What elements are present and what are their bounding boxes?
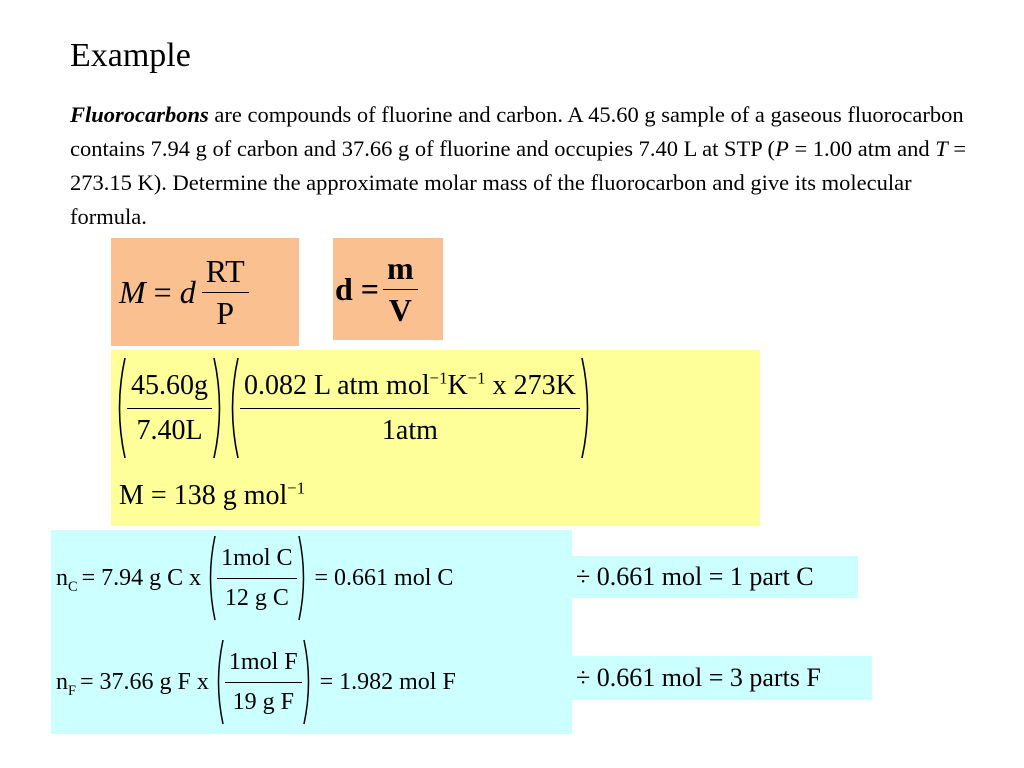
right-paren-icon (297, 534, 309, 622)
paragraph-part-2: = 1.00 atm and (788, 136, 936, 161)
carbon-molar-mass-fraction (217, 545, 296, 612)
n-symbol: n (56, 564, 68, 591)
result-text: M = 138 g mol (119, 480, 288, 511)
fraction-denominator-V: V (388, 291, 412, 328)
carbon-moles-row (56, 532, 453, 624)
molar-mass-formula-box (111, 238, 299, 346)
n-symbol: n (56, 668, 68, 695)
sample-mass: 45.60g (127, 370, 212, 409)
right-paren-icon (212, 356, 226, 460)
right-paren-icon (580, 356, 594, 460)
formula-M: M (119, 273, 146, 310)
pressure-symbol: P (775, 136, 789, 161)
sample-volume: 7.40L (136, 414, 203, 446)
rt-over-p-fraction (202, 253, 249, 332)
fluorine-molar-mass-fraction (225, 649, 302, 716)
problem-paragraph (70, 98, 970, 234)
carbon-n (56, 564, 78, 595)
formula-equals: = (153, 273, 172, 310)
kelvin-exponent: −1 (467, 368, 486, 388)
result-exponent: −1 (287, 478, 306, 498)
fluorine-ratio: ÷ 0.661 mol = 3 parts F (576, 663, 821, 692)
fraction-numerator-RT: RT (202, 253, 249, 293)
rt-over-p-values-fraction (240, 370, 580, 447)
carbon-subscript: C (68, 578, 78, 595)
molar-mass-calculation-box (111, 350, 760, 526)
density-formula-box (333, 238, 443, 340)
right-paren-icon (302, 638, 314, 726)
formula-d: d (179, 273, 196, 310)
m-over-v-fraction (383, 250, 418, 329)
fluorine-ratio-box (572, 656, 872, 700)
slide-title: Example (70, 37, 191, 74)
paragraph-part-3: = 273.15 K). Determine the approximate molar mass of the fluorocarbon and give its molecular formula. (70, 136, 967, 229)
carbon-moles-result: = 0.661 mol C (314, 564, 454, 591)
density-lhs: d = (335, 270, 380, 307)
carbon-frac-denominator: 12 g C (224, 584, 289, 611)
fluorine-mass-expression: = 37.66 g F x (80, 668, 209, 695)
mol-exponent: −1 (429, 368, 448, 388)
left-paren-icon (213, 638, 225, 726)
kelvin-unit: K (447, 369, 468, 401)
paragraph-part-1: are compounds of fluorine and carbon. A 45.60 g sample of a gaseous fluorocarbon contains 7.94 g of carbon and 37.66 g of fluorine and occupies 7.40 L at STP ( (70, 102, 964, 161)
term-fluorocarbons: Fluorocarbons (70, 102, 209, 127)
pressure-value: 1atm (381, 414, 438, 446)
carbon-ratio: ÷ 0.661 mol = 1 part C (576, 562, 814, 591)
gas-constant-text: 0.082 L atm mol (244, 369, 430, 401)
fluorine-frac-denominator: 19 g F (232, 688, 294, 715)
fluorine-moles-row (56, 636, 456, 728)
left-paren-icon (113, 356, 127, 460)
left-paren-icon (205, 534, 217, 622)
gas-constant-times-temperature (240, 370, 580, 409)
fluorine-moles-result: = 1.982 mol F (319, 668, 456, 695)
fraction-numerator-m: m (383, 250, 418, 290)
mass-over-volume-fraction (127, 370, 212, 447)
carbon-ratio-box (572, 556, 858, 598)
fluorine-n (56, 668, 77, 699)
left-paren-icon (226, 356, 240, 460)
carbon-frac-numerator: 1mol C (217, 545, 296, 579)
fraction-denominator-P: P (216, 294, 235, 331)
temperature-value: x 273K (485, 369, 576, 401)
temperature-symbol: T (935, 136, 948, 161)
fluorine-subscript: F (68, 682, 77, 699)
fluorine-frac-numerator: 1mol F (225, 649, 302, 683)
carbon-mass-expression: = 7.94 g C x (81, 564, 202, 591)
molar-mass-result (119, 480, 305, 512)
